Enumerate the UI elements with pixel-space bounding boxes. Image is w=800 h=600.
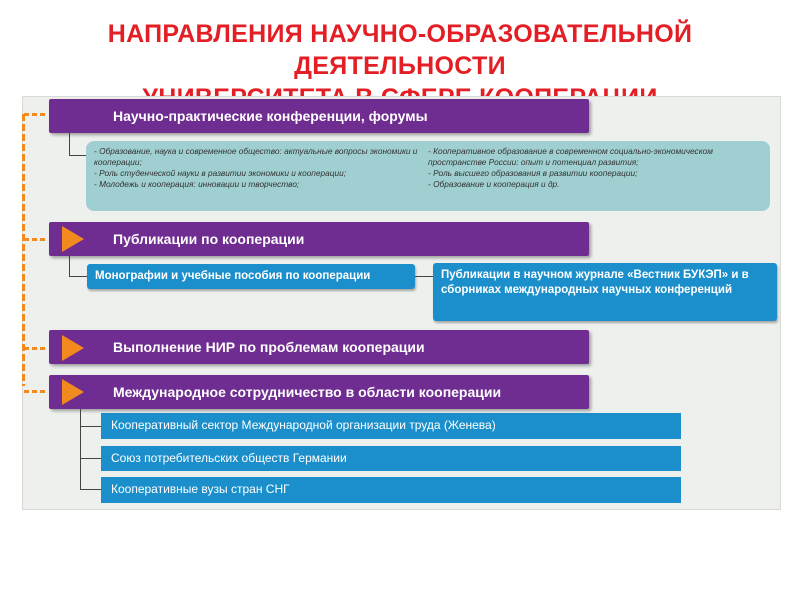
connector-tick <box>24 390 46 393</box>
connector-tick <box>24 113 46 116</box>
conference-item: - Роль высшего образования в развитии кооперации; <box>428 168 638 178</box>
conferences-left-column <box>94 146 419 190</box>
section-publications <box>49 222 589 256</box>
conference-item: - Образование, наука и современное общество: актуальные вопросы экономики и кооперации; <box>94 146 418 167</box>
tree-line <box>80 409 82 489</box>
conference-item: - Молодежь и кооперация: инновации и творчество; <box>94 179 300 189</box>
orange-arrow-icon <box>62 226 84 252</box>
tree-line <box>69 256 71 276</box>
international-item-label: Кооперативный сектор Международной организации труда (Женева) <box>111 418 496 432</box>
tree-line <box>415 276 433 278</box>
international-item <box>101 446 681 471</box>
tree-line <box>80 489 101 491</box>
section-conferences-label: Научно-практические конференции, форумы <box>113 108 428 124</box>
title-line-2: ДЕЯТЕЛЬНОСТИ <box>294 52 506 80</box>
section-international-label: Международное сотрудничество в области кооперации <box>113 384 502 400</box>
connector-tick <box>24 238 46 241</box>
conferences-list-box <box>86 141 770 211</box>
tree-line <box>69 155 86 157</box>
international-item <box>101 477 681 503</box>
conference-item: - Роль студенческой науки в развитии экономики и кооперации; <box>94 168 346 178</box>
conference-item: - Кооперативное образование в современном социально-экономическом пространстве России: опыт и потенциал развития; <box>428 146 713 167</box>
section-conferences <box>49 99 589 133</box>
section-research-label: Выполнение НИР по проблемам кооперации <box>113 339 425 355</box>
orange-arrow-icon <box>62 379 84 405</box>
publications-journal-box <box>433 263 777 321</box>
section-publications-label: Публикации по кооперации <box>113 231 305 247</box>
section-international <box>49 375 589 409</box>
title-line-1: НАПРАВЛЕНИЯ НАУЧНО-ОБРАЗОВАТЕЛЬНОЙ <box>107 20 693 48</box>
slide-title <box>0 18 800 96</box>
title-line-3 <box>0 82 800 96</box>
international-item <box>101 413 681 439</box>
tree-line <box>80 426 101 428</box>
tree-line <box>69 276 87 278</box>
publications-monographs-box <box>87 264 415 289</box>
international-item-label: Кооперативные вузы стран СНГ <box>111 482 290 496</box>
section-research <box>49 330 589 364</box>
conference-item: - Образование и кооперация и др. <box>428 179 560 189</box>
tree-line <box>80 458 101 460</box>
orange-arrow-icon <box>62 335 84 361</box>
publications-journal-label: Публикации в научном журнале «Вестник БУКЭП» и в сборниках международных научных конференций <box>441 269 749 296</box>
tree-line <box>69 133 71 155</box>
publications-monographs-label: Монографии и учебные пособия по кооперации <box>95 270 371 282</box>
international-item-label: Союз потребительских обществ Германии <box>111 451 347 465</box>
orange-connector-spine <box>22 114 25 386</box>
conferences-right-column <box>428 146 758 190</box>
connector-tick <box>24 347 46 350</box>
